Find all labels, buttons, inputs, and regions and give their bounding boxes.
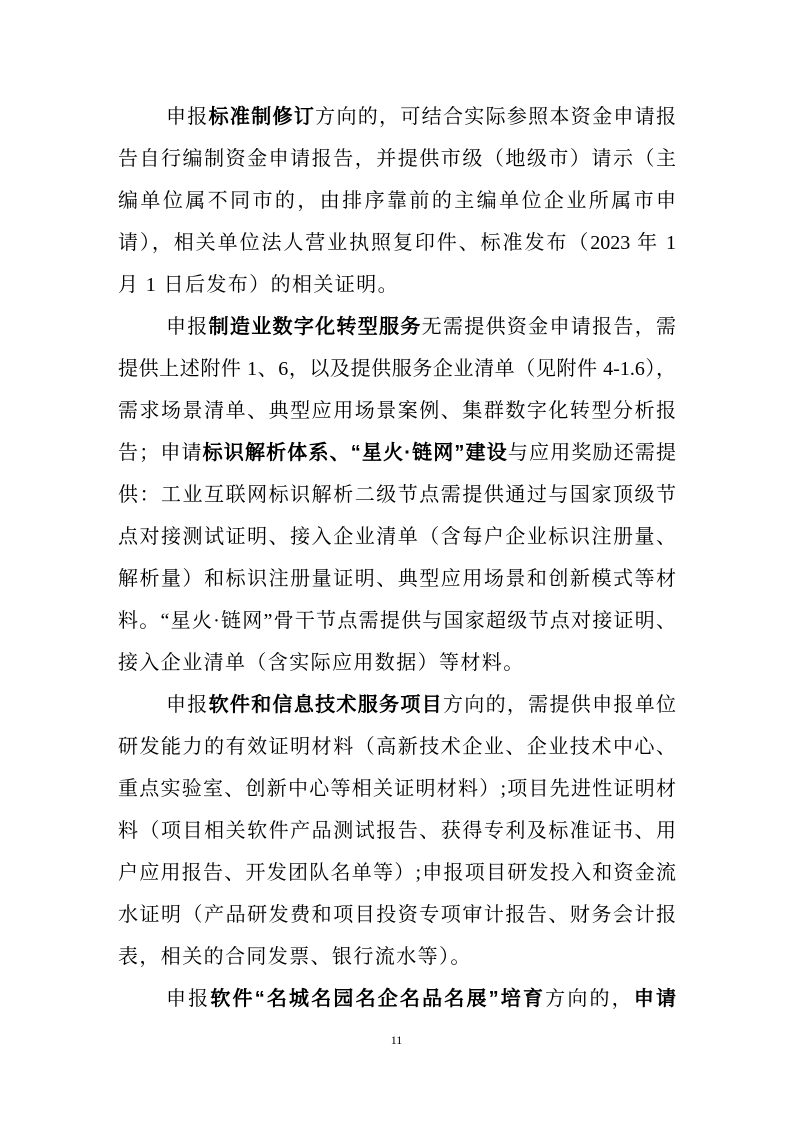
text-line	[118, 180, 676, 222]
text-line	[118, 348, 676, 390]
bold-text-run: 软件“名城名园名企名品名展”培育	[210, 988, 546, 1010]
text-run: 申报	[166, 316, 209, 338]
text-line	[118, 558, 676, 600]
text-run: 接入企业清单（含实际应用数据）等材料。	[118, 652, 525, 674]
text-line	[118, 306, 676, 348]
text-run: 告；申请	[118, 442, 203, 464]
text-run: 供：工业互联网标识解析二级节点需提供通过与国家顶级节	[118, 484, 676, 506]
paragraph-digital-transformation	[118, 306, 676, 684]
paragraph-famous-city-park	[118, 978, 676, 1020]
bold-text-run: 软件和信息技术服务项目	[208, 694, 443, 716]
text-run: 水证明（产品研发费和项目投资专项审计报告、财务会计报	[118, 904, 676, 926]
text-run: 方向的，需提供申报单位	[442, 694, 677, 716]
text-line	[118, 642, 676, 684]
bold-text-run: 申请	[633, 988, 677, 1010]
text-line	[118, 978, 676, 1020]
text-run: 申报	[166, 106, 209, 128]
text-run: 表，相关的合同发票、银行流水等）。	[118, 946, 472, 968]
text-run: 料（项目相关软件产品测试报告、获得专利及标准证书、用	[118, 820, 676, 842]
text-run: 料。“星火·链网”骨干节点需提供与国家超级节点对接证明、	[118, 610, 676, 632]
text-run: 方向的，可结合实际参照本资金申请报	[315, 106, 677, 128]
text-run: 方向的，	[545, 988, 634, 1010]
document-body	[118, 96, 676, 1020]
text-run: 无需提供资金申请报告，需	[421, 316, 677, 338]
text-line	[118, 390, 676, 432]
text-run: 申报	[166, 988, 211, 1010]
bold-text-run: 标准制修订	[208, 106, 316, 128]
paragraph-software-it-services	[118, 684, 676, 978]
text-line	[118, 96, 676, 138]
text-run: 请），相关单位法人营业执照复印件、标准发布（2023 年 1	[118, 232, 676, 254]
text-run: 重点实验室、创新中心等相关证明材料）;项目先进性证明材	[118, 778, 676, 800]
text-run: 提供上述附件 1、6，以及提供服务企业清单（见附件 4-1.6），	[118, 358, 676, 380]
text-line	[118, 138, 676, 180]
text-line	[118, 474, 676, 516]
text-line	[118, 810, 676, 852]
text-line	[118, 432, 676, 474]
text-run: 编单位属不同市的，由排序靠前的主编单位企业所属市申	[118, 190, 676, 212]
text-run: 申报	[166, 694, 209, 716]
page-number: 11	[390, 1033, 403, 1047]
text-line	[118, 936, 676, 978]
text-line	[118, 894, 676, 936]
text-line	[118, 768, 676, 810]
text-run: 点对接测试证明、接入企业清单（含每户企业标识注册量、	[118, 526, 676, 548]
bold-text-run: 标识解析体系、“星火·链网”建设	[202, 442, 508, 464]
text-run: 月 1 日后发布）的相关证明。	[118, 274, 399, 296]
text-line	[118, 852, 676, 894]
text-run: 与应用奖励还需提	[507, 442, 677, 464]
text-line	[118, 264, 676, 306]
text-run: 户应用报告、开发团队名单等）;申报项目研发投入和资金流	[118, 862, 676, 884]
text-line	[118, 684, 676, 726]
paragraph-standard-revision	[118, 96, 676, 306]
text-run: 研发能力的有效证明材料（高新技术企业、企业技术中心、	[118, 736, 676, 758]
text-line	[118, 222, 676, 264]
text-line	[118, 726, 676, 768]
text-run: 解析量）和标识注册量证明、典型应用场景和创新模式等材	[118, 568, 676, 590]
text-run: 告自行编制资金申请报告，并提供市级（地级市）请示（主	[118, 148, 676, 170]
text-run: 需求场景清单、典型应用场景案例、集群数字化转型分析报	[118, 400, 676, 422]
text-line	[118, 516, 676, 558]
text-line	[118, 600, 676, 642]
bold-text-run: 制造业数字化转型服务	[208, 316, 422, 338]
